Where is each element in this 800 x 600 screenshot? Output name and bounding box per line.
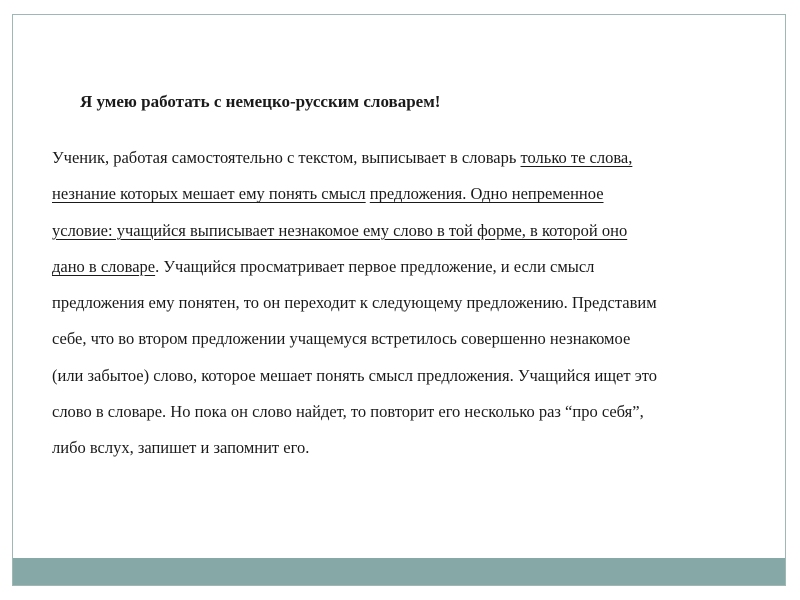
body-line — [52, 249, 792, 285]
body-line — [52, 140, 792, 176]
slide-heading: Я умею работать с немецко-русским словарем! — [80, 92, 441, 111]
body-line — [52, 430, 792, 466]
underlined-text-segment: только те слова, — [520, 148, 633, 167]
underlined-text-segment: условие: учащийся выписывает незнакомое ему слово в той форме, в которой оно — [52, 220, 628, 240]
underlined-text-segment: дано в словаре — [52, 256, 156, 276]
underlined-text-segment: предложения. Одно непременное — [369, 184, 604, 204]
slide-body-text — [52, 140, 792, 467]
body-line — [52, 321, 792, 357]
footer-bar — [13, 558, 785, 585]
underlined-text-segment: незнание которых мешает ему понять смысл — [52, 184, 366, 204]
text-segment: слово в словаре. Но пока он слово найдет, то повторит его несколько раз “про себя”, — [52, 402, 644, 422]
body-line — [52, 394, 792, 430]
body-line — [52, 358, 792, 394]
text-segment: либо вслух, запишет и запомнит его. — [52, 438, 310, 458]
text-segment: предложения ему понятен, то он переходит к следующему предложению. Представим — [52, 293, 657, 313]
text-segment: . Учащийся просматривает первое предложение, и если смысл — [155, 256, 595, 276]
text-segment: себе, что во втором предложении учащемуся встретилось совершенно незнакомое — [52, 329, 631, 349]
body-line — [52, 176, 792, 212]
text-segment: Ученик, работая самостоятельно с текстом, выписывает в словарь — [52, 148, 521, 167]
body-line — [52, 213, 792, 249]
body-line — [52, 285, 792, 321]
text-segment: (или забытое) слово, которое мешает понять смысл предложения. Учащийся ищет это — [52, 365, 658, 385]
